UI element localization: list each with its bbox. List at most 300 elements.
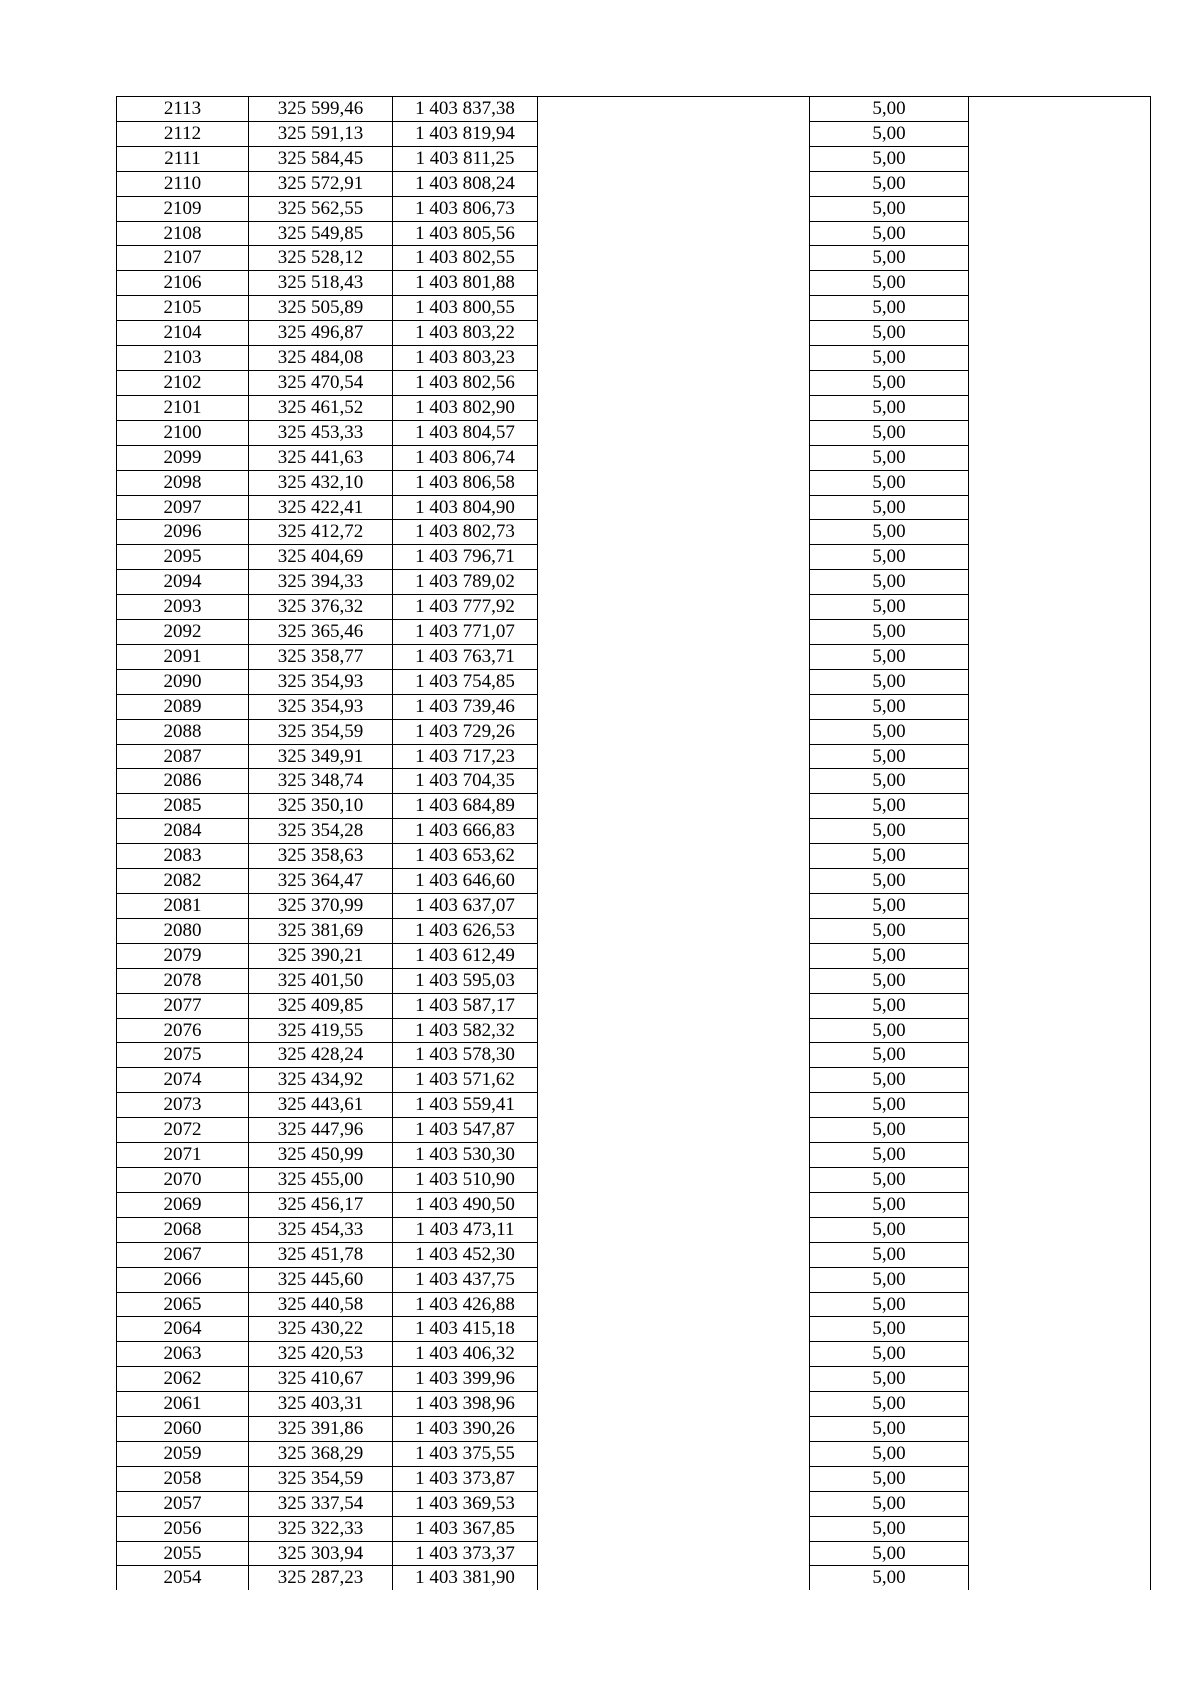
x-coordinate-cell: 325 303,94 [249, 1541, 393, 1566]
empty-column-cell [969, 146, 1151, 171]
point-number-cell: 2075 [117, 1043, 249, 1068]
point-number-cell: 2067 [117, 1242, 249, 1267]
x-coordinate-cell: 325 419,55 [249, 1018, 393, 1043]
point-number-cell: 2082 [117, 869, 249, 894]
point-number-cell: 2078 [117, 968, 249, 993]
empty-column-cell [538, 1118, 810, 1143]
point-number-cell: 2093 [117, 595, 249, 620]
empty-column-cell [538, 943, 810, 968]
empty-column-cell [538, 1367, 810, 1392]
empty-column-cell [538, 1417, 810, 1442]
value-cell: 5,00 [810, 97, 969, 122]
x-coordinate-cell: 325 434,92 [249, 1068, 393, 1093]
x-coordinate-cell: 325 390,21 [249, 943, 393, 968]
empty-column-cell [538, 1242, 810, 1267]
empty-column-cell [538, 993, 810, 1018]
y-coordinate-cell: 1 403 808,24 [393, 171, 538, 196]
y-coordinate-cell: 1 403 510,90 [393, 1167, 538, 1192]
value-cell: 5,00 [810, 1167, 969, 1192]
value-cell: 5,00 [810, 1317, 969, 1342]
table-row [117, 869, 1151, 894]
x-coordinate-cell: 325 368,29 [249, 1441, 393, 1466]
point-number-cell: 2094 [117, 570, 249, 595]
x-coordinate-cell: 325 562,55 [249, 196, 393, 221]
point-number-cell: 2089 [117, 694, 249, 719]
x-coordinate-cell: 325 364,47 [249, 869, 393, 894]
point-number-cell: 2091 [117, 644, 249, 669]
empty-column-cell [538, 1192, 810, 1217]
value-cell: 5,00 [810, 420, 969, 445]
empty-column-cell [538, 1541, 810, 1566]
empty-column-cell [969, 1267, 1151, 1292]
x-coordinate-cell: 325 443,61 [249, 1093, 393, 1118]
value-cell: 5,00 [810, 719, 969, 744]
empty-column-cell [969, 520, 1151, 545]
table-row [117, 1342, 1151, 1367]
point-number-cell: 2108 [117, 221, 249, 246]
x-coordinate-cell: 325 354,28 [249, 819, 393, 844]
x-coordinate-cell: 325 409,85 [249, 993, 393, 1018]
table-row [117, 1242, 1151, 1267]
y-coordinate-cell: 1 403 653,62 [393, 844, 538, 869]
value-cell: 5,00 [810, 1093, 969, 1118]
y-coordinate-cell: 1 403 547,87 [393, 1118, 538, 1143]
y-coordinate-cell: 1 403 802,56 [393, 370, 538, 395]
x-coordinate-cell: 325 584,45 [249, 146, 393, 171]
x-coordinate-cell: 325 381,69 [249, 918, 393, 943]
value-cell: 5,00 [810, 271, 969, 296]
empty-column-cell [538, 346, 810, 371]
point-number-cell: 2077 [117, 993, 249, 1018]
value-cell: 5,00 [810, 545, 969, 570]
y-coordinate-cell: 1 403 375,55 [393, 1441, 538, 1466]
value-cell: 5,00 [810, 993, 969, 1018]
point-number-cell: 2112 [117, 121, 249, 146]
empty-column-cell [969, 669, 1151, 694]
table-row [117, 420, 1151, 445]
empty-column-cell [538, 495, 810, 520]
point-number-cell: 2059 [117, 1441, 249, 1466]
empty-column-cell [538, 395, 810, 420]
empty-column-cell [538, 1093, 810, 1118]
y-coordinate-cell: 1 403 806,73 [393, 196, 538, 221]
x-coordinate-cell: 325 591,13 [249, 121, 393, 146]
empty-column-cell [969, 1292, 1151, 1317]
y-coordinate-cell: 1 403 684,89 [393, 794, 538, 819]
y-coordinate-cell: 1 403 473,11 [393, 1217, 538, 1242]
table-row [117, 844, 1151, 869]
empty-column-cell [969, 694, 1151, 719]
point-number-cell: 2057 [117, 1491, 249, 1516]
value-cell: 5,00 [810, 1043, 969, 1068]
point-number-cell: 2085 [117, 794, 249, 819]
table-row [117, 1043, 1151, 1068]
x-coordinate-cell: 325 447,96 [249, 1118, 393, 1143]
x-coordinate-cell: 325 454,33 [249, 1217, 393, 1242]
empty-column-cell [969, 1143, 1151, 1168]
y-coordinate-cell: 1 403 739,46 [393, 694, 538, 719]
empty-column-cell [969, 1043, 1151, 1068]
empty-column-cell [969, 1342, 1151, 1367]
x-coordinate-cell: 325 445,60 [249, 1267, 393, 1292]
empty-column-cell [538, 246, 810, 271]
empty-column-cell [538, 744, 810, 769]
empty-column-cell [969, 744, 1151, 769]
y-coordinate-cell: 1 403 771,07 [393, 620, 538, 645]
table-row [117, 794, 1151, 819]
y-coordinate-cell: 1 403 390,26 [393, 1417, 538, 1442]
value-cell: 5,00 [810, 644, 969, 669]
point-number-cell: 2080 [117, 918, 249, 943]
table-row [117, 1491, 1151, 1516]
table-row [117, 769, 1151, 794]
empty-column-cell [969, 495, 1151, 520]
empty-column-cell [538, 1217, 810, 1242]
table-row [117, 121, 1151, 146]
value-cell: 5,00 [810, 1118, 969, 1143]
value-cell: 5,00 [810, 1018, 969, 1043]
value-cell: 5,00 [810, 1143, 969, 1168]
empty-column-cell [969, 968, 1151, 993]
value-cell: 5,00 [810, 769, 969, 794]
empty-column-cell [969, 1441, 1151, 1466]
table-row [117, 1317, 1151, 1342]
point-number-cell: 2102 [117, 370, 249, 395]
x-coordinate-cell: 325 496,87 [249, 321, 393, 346]
empty-column-cell [969, 1093, 1151, 1118]
table-row [117, 370, 1151, 395]
table-row [117, 445, 1151, 470]
x-coordinate-cell: 325 354,59 [249, 1466, 393, 1491]
y-coordinate-cell: 1 403 578,30 [393, 1043, 538, 1068]
empty-column-cell [969, 1417, 1151, 1442]
empty-column-cell [969, 894, 1151, 919]
table-row [117, 968, 1151, 993]
table-row [117, 221, 1151, 246]
point-number-cell: 2107 [117, 246, 249, 271]
table-row [117, 395, 1151, 420]
value-cell: 5,00 [810, 1491, 969, 1516]
table-row [117, 346, 1151, 371]
y-coordinate-cell: 1 403 806,74 [393, 445, 538, 470]
empty-column-cell [538, 1516, 810, 1541]
y-coordinate-cell: 1 403 646,60 [393, 869, 538, 894]
x-coordinate-cell: 325 354,59 [249, 719, 393, 744]
point-number-cell: 2109 [117, 196, 249, 221]
value-cell: 5,00 [810, 918, 969, 943]
empty-column-cell [538, 1267, 810, 1292]
value-cell: 5,00 [810, 1516, 969, 1541]
y-coordinate-cell: 1 403 806,58 [393, 470, 538, 495]
x-coordinate-cell: 325 349,91 [249, 744, 393, 769]
empty-column-cell [969, 1466, 1151, 1491]
y-coordinate-cell: 1 403 729,26 [393, 719, 538, 744]
empty-column-cell [969, 196, 1151, 221]
point-number-cell: 2074 [117, 1068, 249, 1093]
value-cell: 5,00 [810, 1217, 969, 1242]
x-coordinate-cell: 325 599,46 [249, 97, 393, 122]
y-coordinate-cell: 1 403 837,38 [393, 97, 538, 122]
empty-column-cell [538, 1018, 810, 1043]
x-coordinate-cell: 325 401,50 [249, 968, 393, 993]
table-row [117, 171, 1151, 196]
table-row [117, 1143, 1151, 1168]
y-coordinate-cell: 1 403 802,73 [393, 520, 538, 545]
x-coordinate-cell: 325 470,54 [249, 370, 393, 395]
point-number-cell: 2065 [117, 1292, 249, 1317]
table-row [117, 918, 1151, 943]
x-coordinate-cell: 325 440,58 [249, 1292, 393, 1317]
value-cell: 5,00 [810, 1441, 969, 1466]
empty-column-cell [538, 545, 810, 570]
y-coordinate-cell: 1 403 595,03 [393, 968, 538, 993]
empty-column-cell [538, 1068, 810, 1093]
point-number-cell: 2063 [117, 1342, 249, 1367]
point-number-cell: 2081 [117, 894, 249, 919]
table-row [117, 993, 1151, 1018]
table-row [117, 1118, 1151, 1143]
empty-column-cell [969, 620, 1151, 645]
value-cell: 5,00 [810, 1541, 969, 1566]
empty-column-cell [538, 420, 810, 445]
x-coordinate-cell: 325 410,67 [249, 1367, 393, 1392]
x-coordinate-cell: 325 358,77 [249, 644, 393, 669]
x-coordinate-cell: 325 358,63 [249, 844, 393, 869]
empty-column-cell [969, 943, 1151, 968]
empty-column-cell [969, 171, 1151, 196]
value-cell: 5,00 [810, 346, 969, 371]
y-coordinate-cell: 1 403 803,22 [393, 321, 538, 346]
table-row [117, 819, 1151, 844]
empty-column-cell [969, 296, 1151, 321]
table-row [117, 296, 1151, 321]
value-cell: 5,00 [810, 744, 969, 769]
table-row [117, 570, 1151, 595]
empty-column-cell [538, 595, 810, 620]
empty-column-cell [538, 1392, 810, 1417]
x-coordinate-cell: 325 412,72 [249, 520, 393, 545]
empty-column-cell [969, 97, 1151, 122]
empty-column-cell [538, 1566, 810, 1590]
point-number-cell: 2072 [117, 1118, 249, 1143]
empty-column-cell [538, 221, 810, 246]
empty-column-cell [538, 644, 810, 669]
empty-column-cell [538, 520, 810, 545]
empty-column-cell [538, 570, 810, 595]
value-cell: 5,00 [810, 794, 969, 819]
value-cell: 5,00 [810, 520, 969, 545]
y-coordinate-cell: 1 403 571,62 [393, 1068, 538, 1093]
coordinates-table [116, 96, 1151, 1590]
y-coordinate-cell: 1 403 437,75 [393, 1267, 538, 1292]
empty-column-cell [538, 1342, 810, 1367]
point-number-cell: 2064 [117, 1317, 249, 1342]
empty-column-cell [538, 918, 810, 943]
y-coordinate-cell: 1 403 717,23 [393, 744, 538, 769]
value-cell: 5,00 [810, 1466, 969, 1491]
point-number-cell: 2097 [117, 495, 249, 520]
value-cell: 5,00 [810, 620, 969, 645]
empty-column-cell [969, 570, 1151, 595]
point-number-cell: 2058 [117, 1466, 249, 1491]
table-row [117, 495, 1151, 520]
point-number-cell: 2099 [117, 445, 249, 470]
point-number-cell: 2105 [117, 296, 249, 321]
point-number-cell: 2068 [117, 1217, 249, 1242]
value-cell: 5,00 [810, 1342, 969, 1367]
y-coordinate-cell: 1 403 490,50 [393, 1192, 538, 1217]
point-number-cell: 2070 [117, 1167, 249, 1192]
y-coordinate-cell: 1 403 802,55 [393, 246, 538, 271]
table-row [117, 97, 1151, 122]
x-coordinate-cell: 325 337,54 [249, 1491, 393, 1516]
y-coordinate-cell: 1 403 801,88 [393, 271, 538, 296]
empty-column-cell [538, 196, 810, 221]
value-cell: 5,00 [810, 495, 969, 520]
empty-column-cell [969, 1491, 1151, 1516]
x-coordinate-cell: 325 455,00 [249, 1167, 393, 1192]
y-coordinate-cell: 1 403 763,71 [393, 644, 538, 669]
x-coordinate-cell: 325 549,85 [249, 221, 393, 246]
point-number-cell: 2088 [117, 719, 249, 744]
empty-column-cell [538, 271, 810, 296]
empty-column-cell [969, 246, 1151, 271]
table-row [117, 470, 1151, 495]
value-cell: 5,00 [810, 943, 969, 968]
empty-column-cell [969, 370, 1151, 395]
table-row [117, 1292, 1151, 1317]
empty-column-cell [969, 445, 1151, 470]
x-coordinate-cell: 325 450,99 [249, 1143, 393, 1168]
x-coordinate-cell: 325 430,22 [249, 1317, 393, 1342]
value-cell: 5,00 [810, 1417, 969, 1442]
empty-column-cell [969, 470, 1151, 495]
table-row [117, 1441, 1151, 1466]
value-cell: 5,00 [810, 1192, 969, 1217]
table-row [117, 1267, 1151, 1292]
x-coordinate-cell: 325 350,10 [249, 794, 393, 819]
point-number-cell: 2110 [117, 171, 249, 196]
value-cell: 5,00 [810, 146, 969, 171]
point-number-cell: 2095 [117, 545, 249, 570]
value-cell: 5,00 [810, 869, 969, 894]
empty-column-cell [969, 844, 1151, 869]
table-row [117, 620, 1151, 645]
point-number-cell: 2083 [117, 844, 249, 869]
table-row [117, 520, 1151, 545]
empty-column-cell [538, 894, 810, 919]
empty-column-cell [969, 794, 1151, 819]
empty-column-cell [538, 694, 810, 719]
y-coordinate-cell: 1 403 612,49 [393, 943, 538, 968]
table-row [117, 146, 1151, 171]
table-row [117, 1466, 1151, 1491]
x-coordinate-cell: 325 354,93 [249, 669, 393, 694]
empty-column-cell [969, 1068, 1151, 1093]
x-coordinate-cell: 325 484,08 [249, 346, 393, 371]
empty-column-cell [538, 669, 810, 694]
table-row [117, 1541, 1151, 1566]
empty-column-cell [538, 869, 810, 894]
empty-column-cell [538, 769, 810, 794]
empty-column-cell [538, 1441, 810, 1466]
y-coordinate-cell: 1 403 804,90 [393, 495, 538, 520]
y-coordinate-cell: 1 403 452,30 [393, 1242, 538, 1267]
empty-column-cell [538, 844, 810, 869]
table-row [117, 545, 1151, 570]
empty-column-cell [969, 1392, 1151, 1417]
y-coordinate-cell: 1 403 399,96 [393, 1367, 538, 1392]
value-cell: 5,00 [810, 395, 969, 420]
empty-column-cell [538, 296, 810, 321]
empty-column-cell [969, 271, 1151, 296]
y-coordinate-cell: 1 403 587,17 [393, 993, 538, 1018]
x-coordinate-cell: 325 287,23 [249, 1566, 393, 1590]
empty-column-cell [969, 346, 1151, 371]
table-row [117, 669, 1151, 694]
x-coordinate-cell: 325 370,99 [249, 894, 393, 919]
x-coordinate-cell: 325 404,69 [249, 545, 393, 570]
x-coordinate-cell: 325 403,31 [249, 1392, 393, 1417]
y-coordinate-cell: 1 403 369,53 [393, 1491, 538, 1516]
x-coordinate-cell: 325 572,91 [249, 171, 393, 196]
point-number-cell: 2076 [117, 1018, 249, 1043]
value-cell: 5,00 [810, 694, 969, 719]
empty-column-cell [969, 719, 1151, 744]
empty-column-cell [538, 97, 810, 122]
x-coordinate-cell: 325 348,74 [249, 769, 393, 794]
x-coordinate-cell: 325 456,17 [249, 1192, 393, 1217]
empty-column-cell [538, 146, 810, 171]
table-row [117, 1217, 1151, 1242]
empty-column-cell [969, 1367, 1151, 1392]
table-row [117, 1367, 1151, 1392]
value-cell: 5,00 [810, 1566, 969, 1590]
empty-column-cell [538, 819, 810, 844]
empty-column-cell [538, 1466, 810, 1491]
value-cell: 5,00 [810, 669, 969, 694]
point-number-cell: 2113 [117, 97, 249, 122]
table-row [117, 1192, 1151, 1217]
table-row [117, 196, 1151, 221]
y-coordinate-cell: 1 403 811,25 [393, 146, 538, 171]
value-cell: 5,00 [810, 470, 969, 495]
empty-column-cell [538, 794, 810, 819]
empty-column-cell [969, 1118, 1151, 1143]
value-cell: 5,00 [810, 221, 969, 246]
table-row [117, 271, 1151, 296]
empty-column-cell [969, 545, 1151, 570]
value-cell: 5,00 [810, 121, 969, 146]
value-cell: 5,00 [810, 370, 969, 395]
x-coordinate-cell: 325 441,63 [249, 445, 393, 470]
point-number-cell: 2103 [117, 346, 249, 371]
value-cell: 5,00 [810, 968, 969, 993]
x-coordinate-cell: 325 322,33 [249, 1516, 393, 1541]
point-number-cell: 2054 [117, 1566, 249, 1590]
point-number-cell: 2104 [117, 321, 249, 346]
empty-column-cell [538, 1491, 810, 1516]
x-coordinate-cell: 325 453,33 [249, 420, 393, 445]
x-coordinate-cell: 325 354,93 [249, 694, 393, 719]
empty-column-cell [969, 420, 1151, 445]
empty-column-cell [969, 1516, 1151, 1541]
y-coordinate-cell: 1 403 804,57 [393, 420, 538, 445]
table-row [117, 1516, 1151, 1541]
y-coordinate-cell: 1 403 666,83 [393, 819, 538, 844]
y-coordinate-cell: 1 403 626,53 [393, 918, 538, 943]
point-number-cell: 2073 [117, 1093, 249, 1118]
